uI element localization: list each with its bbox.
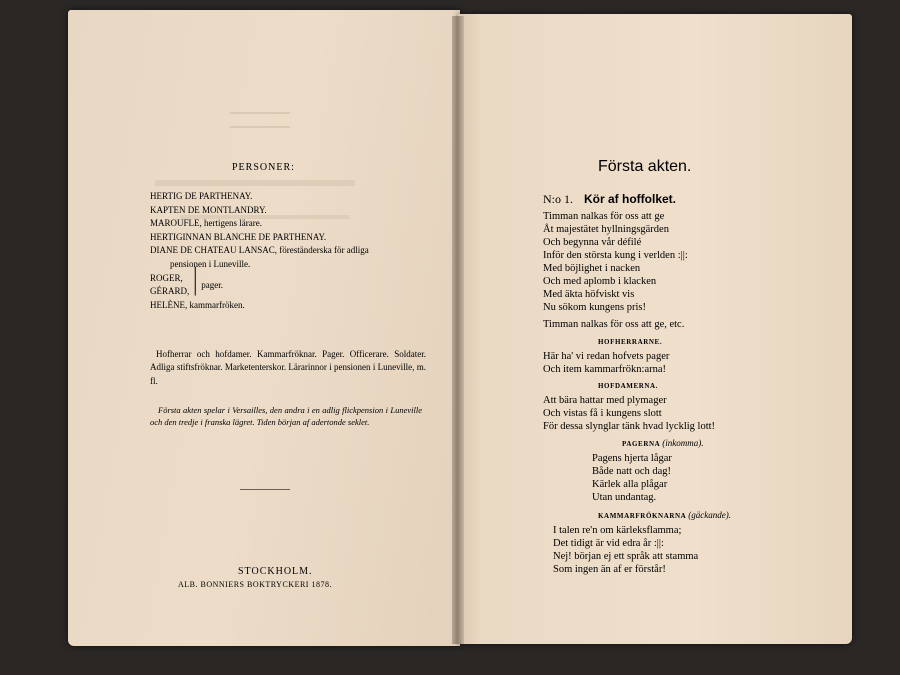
verse-line: Och vistas få i kungens slott (543, 408, 662, 419)
pages-label: pager. (201, 279, 224, 290)
verse-line: Nu sökom kungens pris! (543, 302, 646, 313)
role-name: KAMMARFRÖKNARNA (598, 512, 686, 520)
stage-direction: (inkomma). (662, 438, 704, 448)
verse-line: Med äkta höfviskt vis (543, 289, 635, 300)
left-page (68, 10, 460, 646)
cast-item: DIANE DE CHATEAU LANSAC, föreständerska för adliga (150, 245, 369, 256)
verse-line: För dessa slynglar tänk hvad lycklig lott! (543, 421, 716, 432)
hofdamerna-stanza (543, 394, 715, 433)
pagerna-stanza (592, 452, 672, 504)
role-heading-hofherrarne: HOFHERRARNE. (598, 338, 663, 346)
verse-line: Nej! början ej ett språk att stamma (553, 551, 699, 562)
cast-item: ROGER, (150, 272, 183, 283)
scene-note: Första akten spelar i Versailles, den andra i en adlig flickpension i Luneville och den tredje i franska lägret. Tiden början af adertonde seklet. (150, 405, 422, 427)
verse-line: Och begynna vår défilé (543, 237, 642, 248)
verse-line: Och item kammarfrökn:arna! (543, 364, 667, 375)
verse-line: Som ingen än af er förstår! (553, 564, 666, 575)
cast-list (150, 190, 430, 312)
imprint-city: STOCKHOLM. (238, 566, 313, 577)
cast-item: GÉRARD, (150, 286, 190, 297)
number-heading (543, 192, 676, 207)
cast-item: KAPTEN DE MONTLANDRY. (150, 204, 267, 215)
kammarfroknarna-stanza (553, 524, 698, 576)
verse-line: Åt majestätet hyllningsgärden (543, 224, 669, 235)
persons-heading: PERSONER: (232, 162, 295, 173)
stage-direction: (gäckande). (688, 510, 732, 520)
chorus-stanza (543, 210, 688, 314)
verse-line: I talen re'n om kärleksflamma; (553, 525, 682, 536)
number-label: N:o 1. (543, 192, 573, 206)
imprint-printer: ALB. BONNIERS BOKTRYCKERI 1878. (178, 580, 332, 589)
verse-line: Med böjlighet i nacken (543, 263, 641, 274)
hofherrarne-stanza (543, 350, 669, 376)
book-spine (452, 16, 464, 644)
divider-rule (240, 489, 290, 490)
extras-paragraph: Hofherrar och hofdamer. Kammarfröknar. Pager. Officerare. Soldater. Adliga stiftsfröknar. Marketenterskor. Lärarinnor i pensionen i Luneville, m. fl. (150, 349, 426, 386)
verse-line: Att bära hattar med plymager (543, 395, 667, 406)
cast-item: HELÈNE, kammarfröken. (150, 299, 245, 310)
verse-line: Här ha' vi redan hofvets pager (543, 351, 670, 362)
role-name: PAGERNA (622, 440, 660, 448)
cast-item: MAROUFLE, hertigens lärare. (150, 218, 262, 229)
role-heading-kammarfroknarna (598, 510, 731, 520)
role-heading-pagerna (622, 438, 704, 448)
cast-item: pensionen i Luneville. (170, 258, 251, 269)
act-title: Första akten. (598, 158, 692, 175)
verse-line: Kärlek alla plågar (592, 479, 668, 490)
bleed-through-mark (230, 112, 290, 128)
verse-line: Både natt och dag! (592, 466, 672, 477)
pages-names (150, 272, 189, 299)
brace-mark: | (193, 260, 198, 296)
verse-line: Och med aplomb i klacken (543, 276, 657, 287)
number-title: Kör af hoffolket. (584, 192, 676, 206)
chorus-repeat: Timman nalkas för oss att ge, etc. (543, 319, 685, 330)
verse-line: Inför den största kung i verlden :||: (543, 250, 688, 261)
verse-line: Pagens hjerta lågar (592, 453, 672, 464)
verse-line: Det tidigt är vid edra år :||: (553, 538, 664, 549)
cast-item: HERTIGINNAN BLANCHE DE PARTHENAY. (150, 231, 327, 242)
cast-item: HERTIG DE PARTHENAY. (150, 191, 253, 201)
verse-line: Utan undantag. (592, 492, 657, 503)
verse-line: Timman nalkas för oss att ge (543, 211, 665, 222)
role-heading-hofdamerna: HOFDAMERNA. (598, 382, 659, 390)
